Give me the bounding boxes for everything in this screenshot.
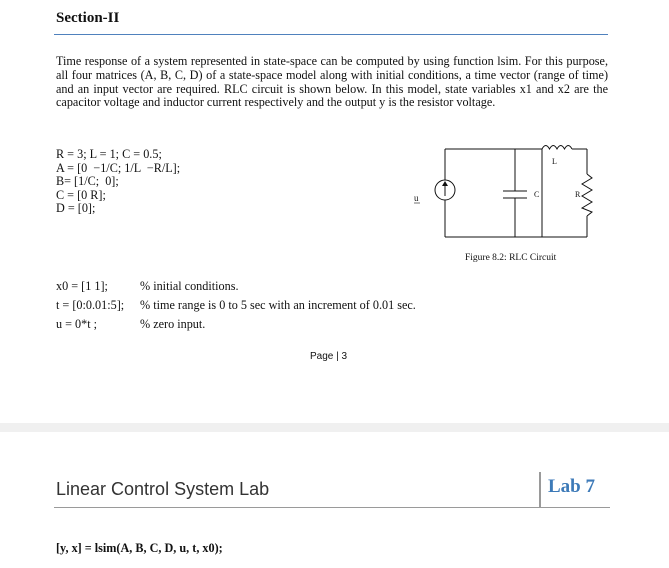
code-comment: % zero input. <box>140 317 206 331</box>
code-line: R = 3; L = 1; C = 0.5; <box>56 147 162 161</box>
code-row <box>56 318 416 337</box>
figure-caption: Figure 8.2: RLC Circuit <box>465 253 557 263</box>
lsim-call: [y, x] = lsim(A, B, C, D, u, t, x0); <box>56 541 223 555</box>
code-line: D = [0]; <box>56 201 96 215</box>
rlc-circuit-diagram <box>405 144 605 244</box>
matrix-code-block <box>56 148 180 216</box>
code-comment: % time range is 0 to 5 sec with an increment of 0.01 sec. <box>140 298 416 312</box>
body-paragraph: Time response of a system represented in state-space can be computed by using function lsim. For this purpose, all four matrices (A, B, C, D) of a state-space model along with initial conditions, a time vector (range of time) and an input vector are required. RLC circuit is shown below. In this model, state variables x1 and x2 are the capacitor voltage and inductor current respectively and the output y is the resistor voltage. <box>56 54 608 110</box>
code-statement: u = 0*t ; <box>56 317 98 331</box>
source-label: u <box>414 193 419 203</box>
inductor-label: L <box>552 157 557 166</box>
code-row <box>56 280 416 299</box>
code-statement: x0 = [1 1]; <box>56 279 108 293</box>
header-divider <box>539 472 541 508</box>
code-statement: t = [0:0.01:5]; <box>56 298 125 312</box>
resistor-label: R <box>575 190 581 199</box>
simulation-code-block <box>56 280 416 337</box>
page-number: Page | 3 <box>310 351 348 362</box>
header-title: Linear Control System Lab <box>56 479 270 499</box>
title-underline <box>54 34 608 35</box>
lab-number: Lab 7 <box>548 476 595 497</box>
code-line: B= [1/C; 0]; <box>56 174 119 188</box>
resistor-zigzag <box>582 174 592 216</box>
inductor-coil <box>542 146 572 150</box>
code-line: A = [0 −1/C; 1/L −R/L]; <box>56 160 181 175</box>
capacitor-label: C <box>534 190 540 199</box>
page-break <box>0 423 669 432</box>
arrow-up-icon <box>442 181 448 186</box>
code-comment: % initial conditions. <box>140 279 239 293</box>
code-line: C = [0 R]; <box>56 187 106 202</box>
section-title: Section-II <box>56 10 120 26</box>
code-row <box>56 299 416 318</box>
header-rule <box>54 507 610 508</box>
